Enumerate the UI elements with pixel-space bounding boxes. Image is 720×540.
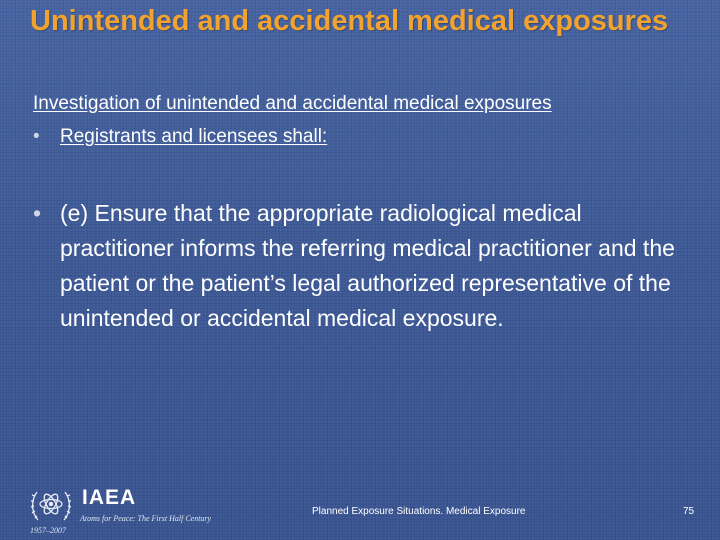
bullet-text: (e) Ensure that the appropriate radiological medical practitioner informs the referring medical practitioner and the patient or the patient’s legal authorized representative of the unintended or accidental medical exposure. [60, 200, 675, 331]
logo-years: 1957–2007 [30, 526, 66, 535]
bullet-text: Registrants and licensees shall: [60, 126, 328, 147]
page-number: 75 [683, 506, 695, 517]
bullet-item-ensure [33, 196, 703, 336]
bullet-icon: • [33, 200, 42, 226]
section-subheading: Investigation of unintended and accidental medical exposures [33, 93, 552, 114]
bullet-item-registrants [33, 124, 327, 150]
slide-title: Unintended and accidental medical exposures [30, 5, 669, 37]
iaea-emblem-icon [28, 482, 74, 528]
bullet-icon: • [33, 126, 40, 147]
iaea-wordmark: IAEA [82, 486, 137, 509]
logo-tagline: Atoms for Peace: The First Half Century [80, 514, 212, 523]
iaea-logo [28, 482, 218, 538]
footer-caption: Planned Exposure Situations. Medical Exposure [312, 506, 526, 517]
